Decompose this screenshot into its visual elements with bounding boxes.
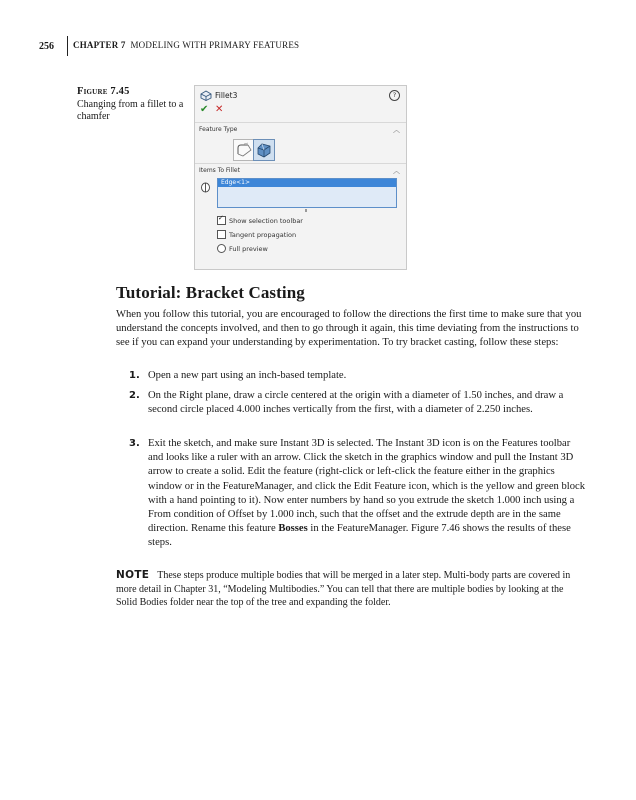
note-block bbox=[116, 569, 586, 610]
figure-description: Changing from a fillet to a chamfer bbox=[77, 99, 184, 122]
step-text: On the Right plane, draw a circle centered at the origin with a diameter of 1.50 inches, and draw a second circle placed 4.000 inches vertically from the first, with a diameter of 2.250 inches. bbox=[148, 390, 564, 416]
feature-type-label: Feature Type bbox=[199, 126, 238, 133]
feature-type-header[interactable] bbox=[195, 123, 406, 136]
full-preview-option[interactable] bbox=[217, 244, 268, 253]
running-header bbox=[39, 37, 67, 55]
collapse-chevron-icon[interactable]: ︿ bbox=[393, 167, 400, 175]
step-text-part: Exit the sketch, and make sure Instant 3D is selected. The Instant 3D icon is on the Features toolbar and looks like a ruler with an arrow. Click the sketch in the graphics window and pull the Instant 3D arrow to create a solid. Edit the feature (right-click or left-click the feature either in the graphics window or in the FeatureManager, and click the Edit Feature icon, which is the yellow and green block with a hand pointing to it). Now enter numbers by hand so you extrude the sketch 1.000 inch using a From condition of Offset by 1.000 inch, such that the offset and the extrude depth are in the same direction. Rename this feature bbox=[148, 438, 586, 535]
fillet-type-button[interactable] bbox=[233, 139, 255, 161]
figure-caption bbox=[77, 86, 187, 123]
step-text-part: in the FeatureManager. Figure 7.46 shows the results of these steps. bbox=[148, 523, 571, 549]
edge-list-item[interactable]: Edge<1> bbox=[218, 179, 396, 187]
note-text: These steps produce multiple bodies that will be merged in a later step. Multi-body parts are covered in more detail in Chapter 31, “Modeling Multibodies.” You can tell that there are multiple bodies by looking at the Solid Bodies folder near the top of the tree and expanding the folder. bbox=[116, 570, 571, 609]
cancel-x-icon[interactable]: ✕ bbox=[215, 104, 224, 115]
chamfer-type-icon bbox=[254, 140, 274, 160]
tangent-propagation-label: Tangent propagation bbox=[229, 230, 297, 239]
items-to-fillet-group bbox=[195, 163, 406, 257]
chapter-label: CHAPTER 7 bbox=[73, 40, 126, 50]
page-number: 256 bbox=[39, 40, 54, 52]
step-text: Open a new part using an inch-based template. bbox=[148, 370, 347, 381]
header-divider bbox=[67, 36, 68, 56]
fillet-type-icon bbox=[234, 140, 254, 160]
full-preview-label: Full preview bbox=[229, 244, 268, 253]
tangent-propagation-option[interactable] bbox=[217, 230, 296, 239]
ok-check-icon[interactable]: ✔ bbox=[200, 104, 209, 115]
fillet-feature-icon bbox=[200, 90, 212, 101]
chamfer-type-button[interactable] bbox=[253, 139, 275, 161]
collapse-chevron-icon[interactable]: ︿ bbox=[393, 126, 400, 134]
show-toolbar-checkbox[interactable] bbox=[217, 216, 226, 225]
step-number: 1. bbox=[129, 370, 140, 381]
feature-type-group bbox=[195, 122, 406, 163]
list-resize-handle[interactable] bbox=[305, 209, 307, 212]
tangent-propagation-checkbox[interactable] bbox=[217, 230, 226, 239]
panel-title: Fillet3 bbox=[215, 91, 238, 100]
figure-title: Figure 7.45 bbox=[77, 86, 130, 97]
step-text bbox=[148, 437, 588, 551]
note-label: NOTE bbox=[116, 569, 150, 581]
step-number: 3. bbox=[129, 438, 140, 449]
fillet-property-panel bbox=[194, 85, 407, 270]
full-preview-radio[interactable] bbox=[217, 244, 226, 253]
panel-header bbox=[195, 86, 406, 122]
feature-name-bosses: Bosses bbox=[278, 523, 308, 535]
chapter-title: MODELING WITH PRIMARY FEATURES bbox=[130, 40, 300, 50]
tutorial-heading: Tutorial: Bracket Casting bbox=[116, 283, 305, 302]
step-number: 2. bbox=[129, 390, 140, 401]
tutorial-intro-paragraph: When you follow this tutorial, you are encouraged to follow the directions the first time to make sure that you understand the concepts involved, and then to go through it again, this time deviating from the instructions to see if you can expand your understanding by experimentation. To try bracket casting, follow these steps: bbox=[116, 309, 582, 349]
items-to-fillet-header[interactable] bbox=[195, 164, 406, 177]
edge-selection-icon bbox=[200, 182, 211, 193]
chapter-heading bbox=[73, 40, 299, 50]
edge-selection-list[interactable] bbox=[217, 178, 397, 208]
help-icon[interactable]: ? bbox=[389, 90, 400, 101]
items-to-fillet-label: Items To Fillet bbox=[199, 167, 240, 174]
show-selection-toolbar-option[interactable] bbox=[217, 216, 303, 225]
show-toolbar-label: Show selection toolbar bbox=[229, 216, 303, 225]
